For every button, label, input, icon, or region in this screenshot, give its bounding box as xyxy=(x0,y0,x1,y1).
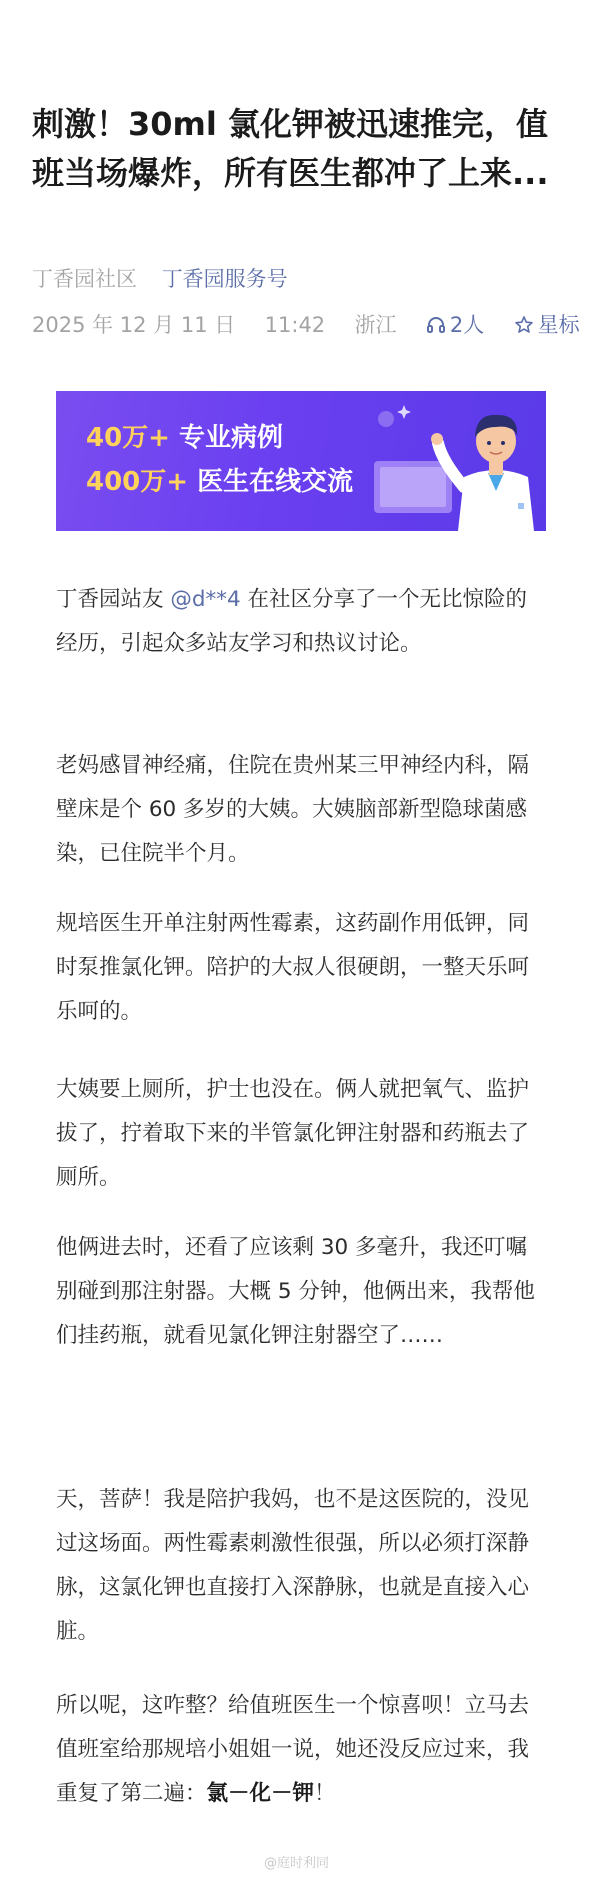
emphasis-text: 氯－化－钾 xyxy=(206,1781,315,1806)
watermark: @庭时利同 xyxy=(264,1856,330,1871)
p1-text-start: 丁香园站友 xyxy=(56,587,171,612)
doctor-illustration xyxy=(346,391,546,531)
star-outline-icon xyxy=(514,315,534,335)
source-name: 丁香园社区 xyxy=(32,267,137,291)
paragraph-3: 规培医生开单注射两性霉素，这药副作用低钾，同时泵推氯化钾。陪护的大叔人很硬朗，一整天乐呵乐呵的。 xyxy=(56,911,530,1024)
user-mention[interactable]: @d**4 xyxy=(170,587,241,612)
p1-text-end: 在社区分享了一个无比惊险的经历，引起众多站友学习和热议讨论。 xyxy=(56,587,528,656)
article-title: 刺激！30ml 氯化钾被迅速推完，值班当场爆炸，所有医生都冲了上来... xyxy=(32,105,549,192)
listen-count: 2人 xyxy=(449,313,485,337)
paragraph-7 xyxy=(56,1684,548,1816)
article-source-row xyxy=(32,264,288,293)
star-label: 星标 xyxy=(537,313,580,337)
publish-time: 11:42 xyxy=(264,313,326,337)
promo-banner[interactable] xyxy=(56,391,546,531)
p7-text-end: ！ xyxy=(314,1781,336,1806)
paragraph-1 xyxy=(56,578,548,666)
publish-date: 2025 年 12 月 11 日 xyxy=(32,313,236,337)
banner-cases-count: 40万+ xyxy=(86,423,170,453)
account-link[interactable]: 丁香园服务号 xyxy=(161,267,288,291)
paragraph-4: 大姨要上厕所，护士也没在。俩人就把氧气、监护拔了，拧着取下来的半管氯化钾注射器和药瓶去了厕所。 xyxy=(56,1077,530,1190)
star-button[interactable] xyxy=(514,311,580,339)
banner-doctors-text: 医生在线交流 xyxy=(188,467,354,497)
paragraph-5: 他俩进去时，还看了应该剩 30 多毫升，我还叮嘱别碰到那注射器。大概 5 分钟，他俩出来，我帮他们挂药瓶，就看见氯化钾注射器空了…… xyxy=(56,1235,535,1348)
banner-line-cases xyxy=(86,421,283,455)
banner-doctors-count: 400万+ xyxy=(86,467,189,497)
publish-location: 浙江 xyxy=(354,313,397,337)
banner-line-doctors xyxy=(86,465,353,499)
banner-cases-text: 专业病例 xyxy=(169,423,284,453)
p7-text-start: 所以呢，这咋整？给值班医生一个惊喜呗！立马去值班室给那规培小姐姐一说，她还没反应过来，我重复了第二遍： xyxy=(56,1693,530,1806)
listen-button[interactable] xyxy=(426,311,484,339)
paragraph-6: 天，菩萨！我是陪护我妈，也不是这医院的，没见过这场面。两性霉素刺激性很强，所以必须打深静脉，这氯化钾也直接打入深静脉，也就是直接入心脏。 xyxy=(56,1487,530,1644)
headphones-icon xyxy=(426,315,446,335)
article-meta-row xyxy=(32,310,580,339)
paragraph-2: 老妈感冒神经痛，住院在贵州某三甲神经内科，隔壁床是个 60 多岁的大姨。大姨脑部新型隐球菌感染，已住院半个月。 xyxy=(56,753,530,866)
